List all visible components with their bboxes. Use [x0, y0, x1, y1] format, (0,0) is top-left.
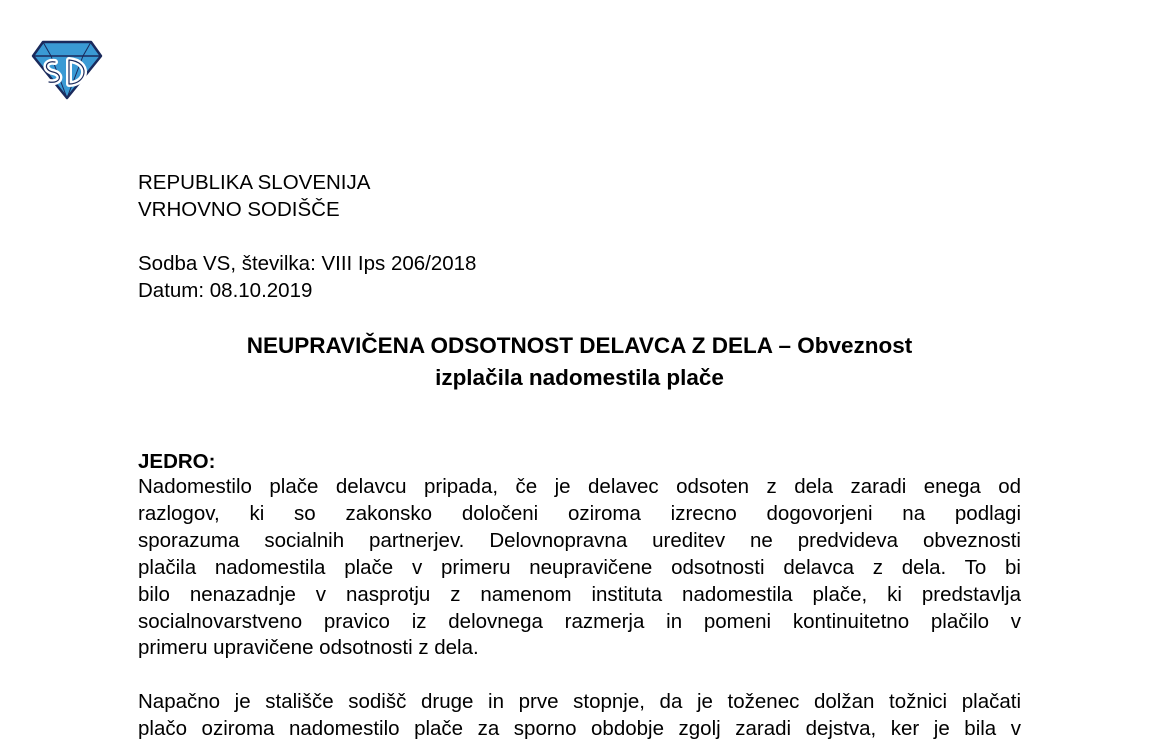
paragraph-line: primeru upravičene odsotnosti z dela. [138, 636, 479, 660]
section-heading: JEDRO: [138, 450, 216, 473]
paragraph-line: plačila nadomestila plače v primeru neupravičene odsotnosti delavca z dela. To bi [138, 555, 1021, 579]
paragraph-line: razlogov, ki so zakonsko določeni oziroma izrecno dogovorjeni na podlagi [138, 501, 1021, 525]
header-republic: REPUBLIKA SLOVENIJA [138, 171, 371, 194]
paragraph-line: Napačno je stališče sodišč druge in prve stopnje, da je toženec dolžan tožnici plačati [138, 690, 1021, 713]
case-date: Datum: 08.10.2019 [138, 279, 313, 302]
paragraph-line: Nadomestilo plače delavcu pripada, če je delavec odsoten z dela zaradi enega od [138, 475, 1021, 498]
case-number: Sodba VS, številka: VIII Ips 206/2018 [138, 252, 477, 275]
paragraph-line: plačo oziroma nadomestilo plače za sporno obdobje zgolj zaradi dejstva, ker je bila v [138, 716, 1021, 740]
document-title-line-2: izplačila nadomestila plače [435, 365, 724, 390]
court-emblem-icon [31, 40, 103, 100]
document-title-line-1: NEUPRAVIČENA ODSOTNOST DELAVCA Z DELA – Obveznost [246, 333, 913, 358]
paragraph-line: bilo nenazadnje v nasprotju z namenom instituta nadomestila plače, ki predstavlja [138, 582, 1021, 606]
paragraph-line: socialnovarstveno pravico iz delovnega razmerja in pomeni kontinuitetno plačilo v [138, 609, 1021, 633]
header-court: VRHOVNO SODIŠČE [138, 198, 340, 221]
paragraph-reasoning [138, 689, 1021, 743]
paragraph-core [138, 474, 1021, 662]
paragraph-line: sporazuma socialnih partnerjev. Delovnopravna ureditev ne predvideva obveznosti [138, 528, 1021, 552]
